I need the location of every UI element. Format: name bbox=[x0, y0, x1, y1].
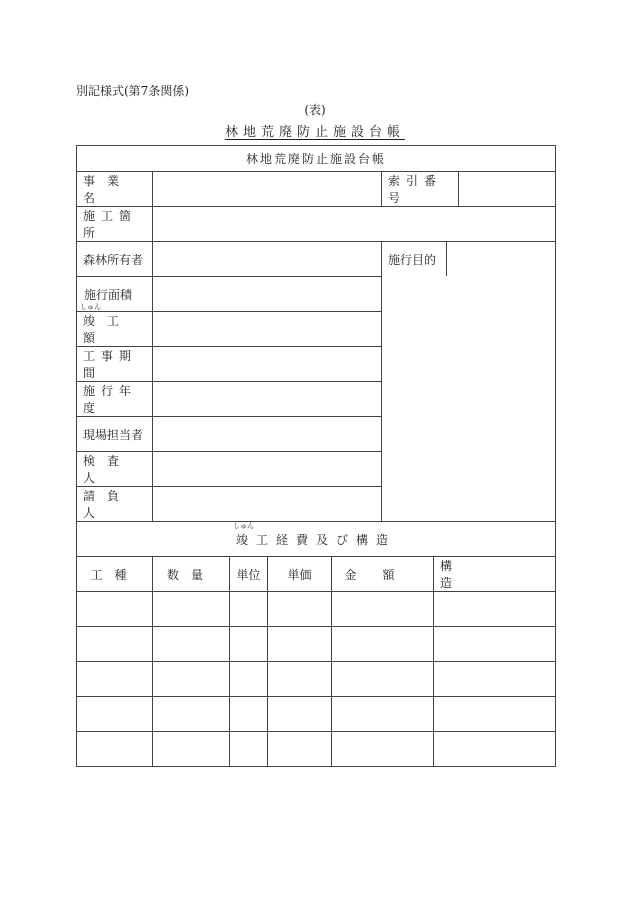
completion-amount-label: 竣工額 bbox=[83, 314, 132, 345]
row-3-structure-cell[interactable] bbox=[433, 661, 556, 697]
col-header-unit: 単位 bbox=[229, 556, 268, 592]
label-project-name: 事業名 bbox=[76, 171, 153, 207]
label-site-manager: 現場担当者 bbox=[76, 416, 153, 452]
label-construction-location: 施工箇所 bbox=[76, 206, 153, 242]
col-header-unit-price: 単価 bbox=[267, 556, 332, 592]
row-5-work-type-cell[interactable] bbox=[76, 731, 153, 767]
row-2-amount-cell[interactable] bbox=[331, 626, 434, 662]
row-5-amount-cell[interactable] bbox=[331, 731, 434, 767]
ledger-table bbox=[76, 145, 556, 765]
row-3-quantity-cell[interactable] bbox=[152, 661, 230, 697]
row-4-unit-price-cell[interactable] bbox=[267, 696, 332, 732]
row-1-unit-price-cell[interactable] bbox=[267, 591, 332, 627]
label-area: 施行面積 bbox=[76, 276, 153, 312]
row-1-quantity-cell[interactable] bbox=[152, 591, 230, 627]
form-reference: 別記様式(第7条関係) bbox=[76, 84, 189, 98]
row-5-quantity-cell[interactable] bbox=[152, 731, 230, 767]
row-2-unit-price-cell[interactable] bbox=[267, 626, 332, 662]
label-index-number: 索引番号 bbox=[381, 171, 459, 207]
purpose-area-top bbox=[446, 241, 556, 277]
section-ruby: しゅん bbox=[232, 521, 254, 530]
value-area[interactable] bbox=[152, 276, 382, 312]
value-site-manager[interactable] bbox=[152, 416, 382, 452]
label-contractor: 請負人 bbox=[76, 486, 153, 522]
value-forest-owner[interactable] bbox=[152, 241, 382, 277]
row-2-work-type-cell[interactable] bbox=[76, 626, 153, 662]
value-fiscal-year[interactable] bbox=[152, 381, 382, 417]
row-3-unit-cell[interactable] bbox=[229, 661, 268, 697]
value-index-number[interactable] bbox=[458, 171, 556, 207]
row-5-unit-price-cell[interactable] bbox=[267, 731, 332, 767]
value-contractor[interactable] bbox=[152, 486, 382, 522]
row-3-work-type-cell[interactable] bbox=[76, 661, 153, 697]
section-title bbox=[76, 521, 556, 557]
value-period[interactable] bbox=[152, 346, 382, 382]
row-1-work-type-cell[interactable] bbox=[76, 591, 153, 627]
label-completion-amount bbox=[76, 303, 153, 347]
row-4-work-type-cell[interactable] bbox=[76, 696, 153, 732]
row-2-quantity-cell[interactable] bbox=[152, 626, 230, 662]
row-4-unit-cell[interactable] bbox=[229, 696, 268, 732]
row-5-structure-cell[interactable] bbox=[433, 731, 556, 767]
col-header-quantity: 数量 bbox=[152, 556, 230, 592]
col-header-amount: 金額 bbox=[331, 556, 434, 592]
side-label: (表) bbox=[304, 103, 326, 117]
label-inspector: 検査人 bbox=[76, 451, 153, 487]
value-purpose[interactable] bbox=[381, 276, 556, 522]
row-3-unit-price-cell[interactable] bbox=[267, 661, 332, 697]
document-title-text: 林地荒廃防止施設台帳 bbox=[224, 125, 405, 140]
label-period: 工事期間 bbox=[76, 346, 153, 382]
completion-ruby: しゅん bbox=[80, 303, 101, 311]
section-title-text bbox=[232, 521, 396, 548]
row-2-unit-cell[interactable] bbox=[229, 626, 268, 662]
row-1-amount-cell[interactable] bbox=[331, 591, 434, 627]
section-title-label: 竣工経費及び構造 bbox=[235, 532, 396, 547]
label-purpose: 施行目的 bbox=[381, 241, 447, 277]
value-inspector[interactable] bbox=[152, 451, 382, 487]
row-3-amount-cell[interactable] bbox=[331, 661, 434, 697]
value-completion-amount[interactable] bbox=[152, 311, 382, 347]
label-forest-owner: 森林所有者 bbox=[76, 241, 153, 277]
col-header-work-type: 工種 bbox=[76, 556, 153, 592]
col-header-structure: 構造 bbox=[433, 556, 556, 592]
row-1-structure-cell[interactable] bbox=[433, 591, 556, 627]
value-construction-location[interactable] bbox=[152, 206, 556, 242]
row-4-amount-cell[interactable] bbox=[331, 696, 434, 732]
row-4-quantity-cell[interactable] bbox=[152, 696, 230, 732]
row-2-structure-cell[interactable] bbox=[433, 626, 556, 662]
value-project-name[interactable] bbox=[152, 171, 382, 207]
row-5-unit-cell[interactable] bbox=[229, 731, 268, 767]
row-4-structure-cell[interactable] bbox=[433, 696, 556, 732]
completion-amount-text bbox=[80, 303, 146, 346]
table-header: 林地荒廃防止施設台帳 bbox=[76, 145, 556, 172]
label-fiscal-year: 施行年度 bbox=[76, 381, 153, 417]
document-title bbox=[0, 121, 630, 140]
row-1-unit-cell[interactable] bbox=[229, 591, 268, 627]
